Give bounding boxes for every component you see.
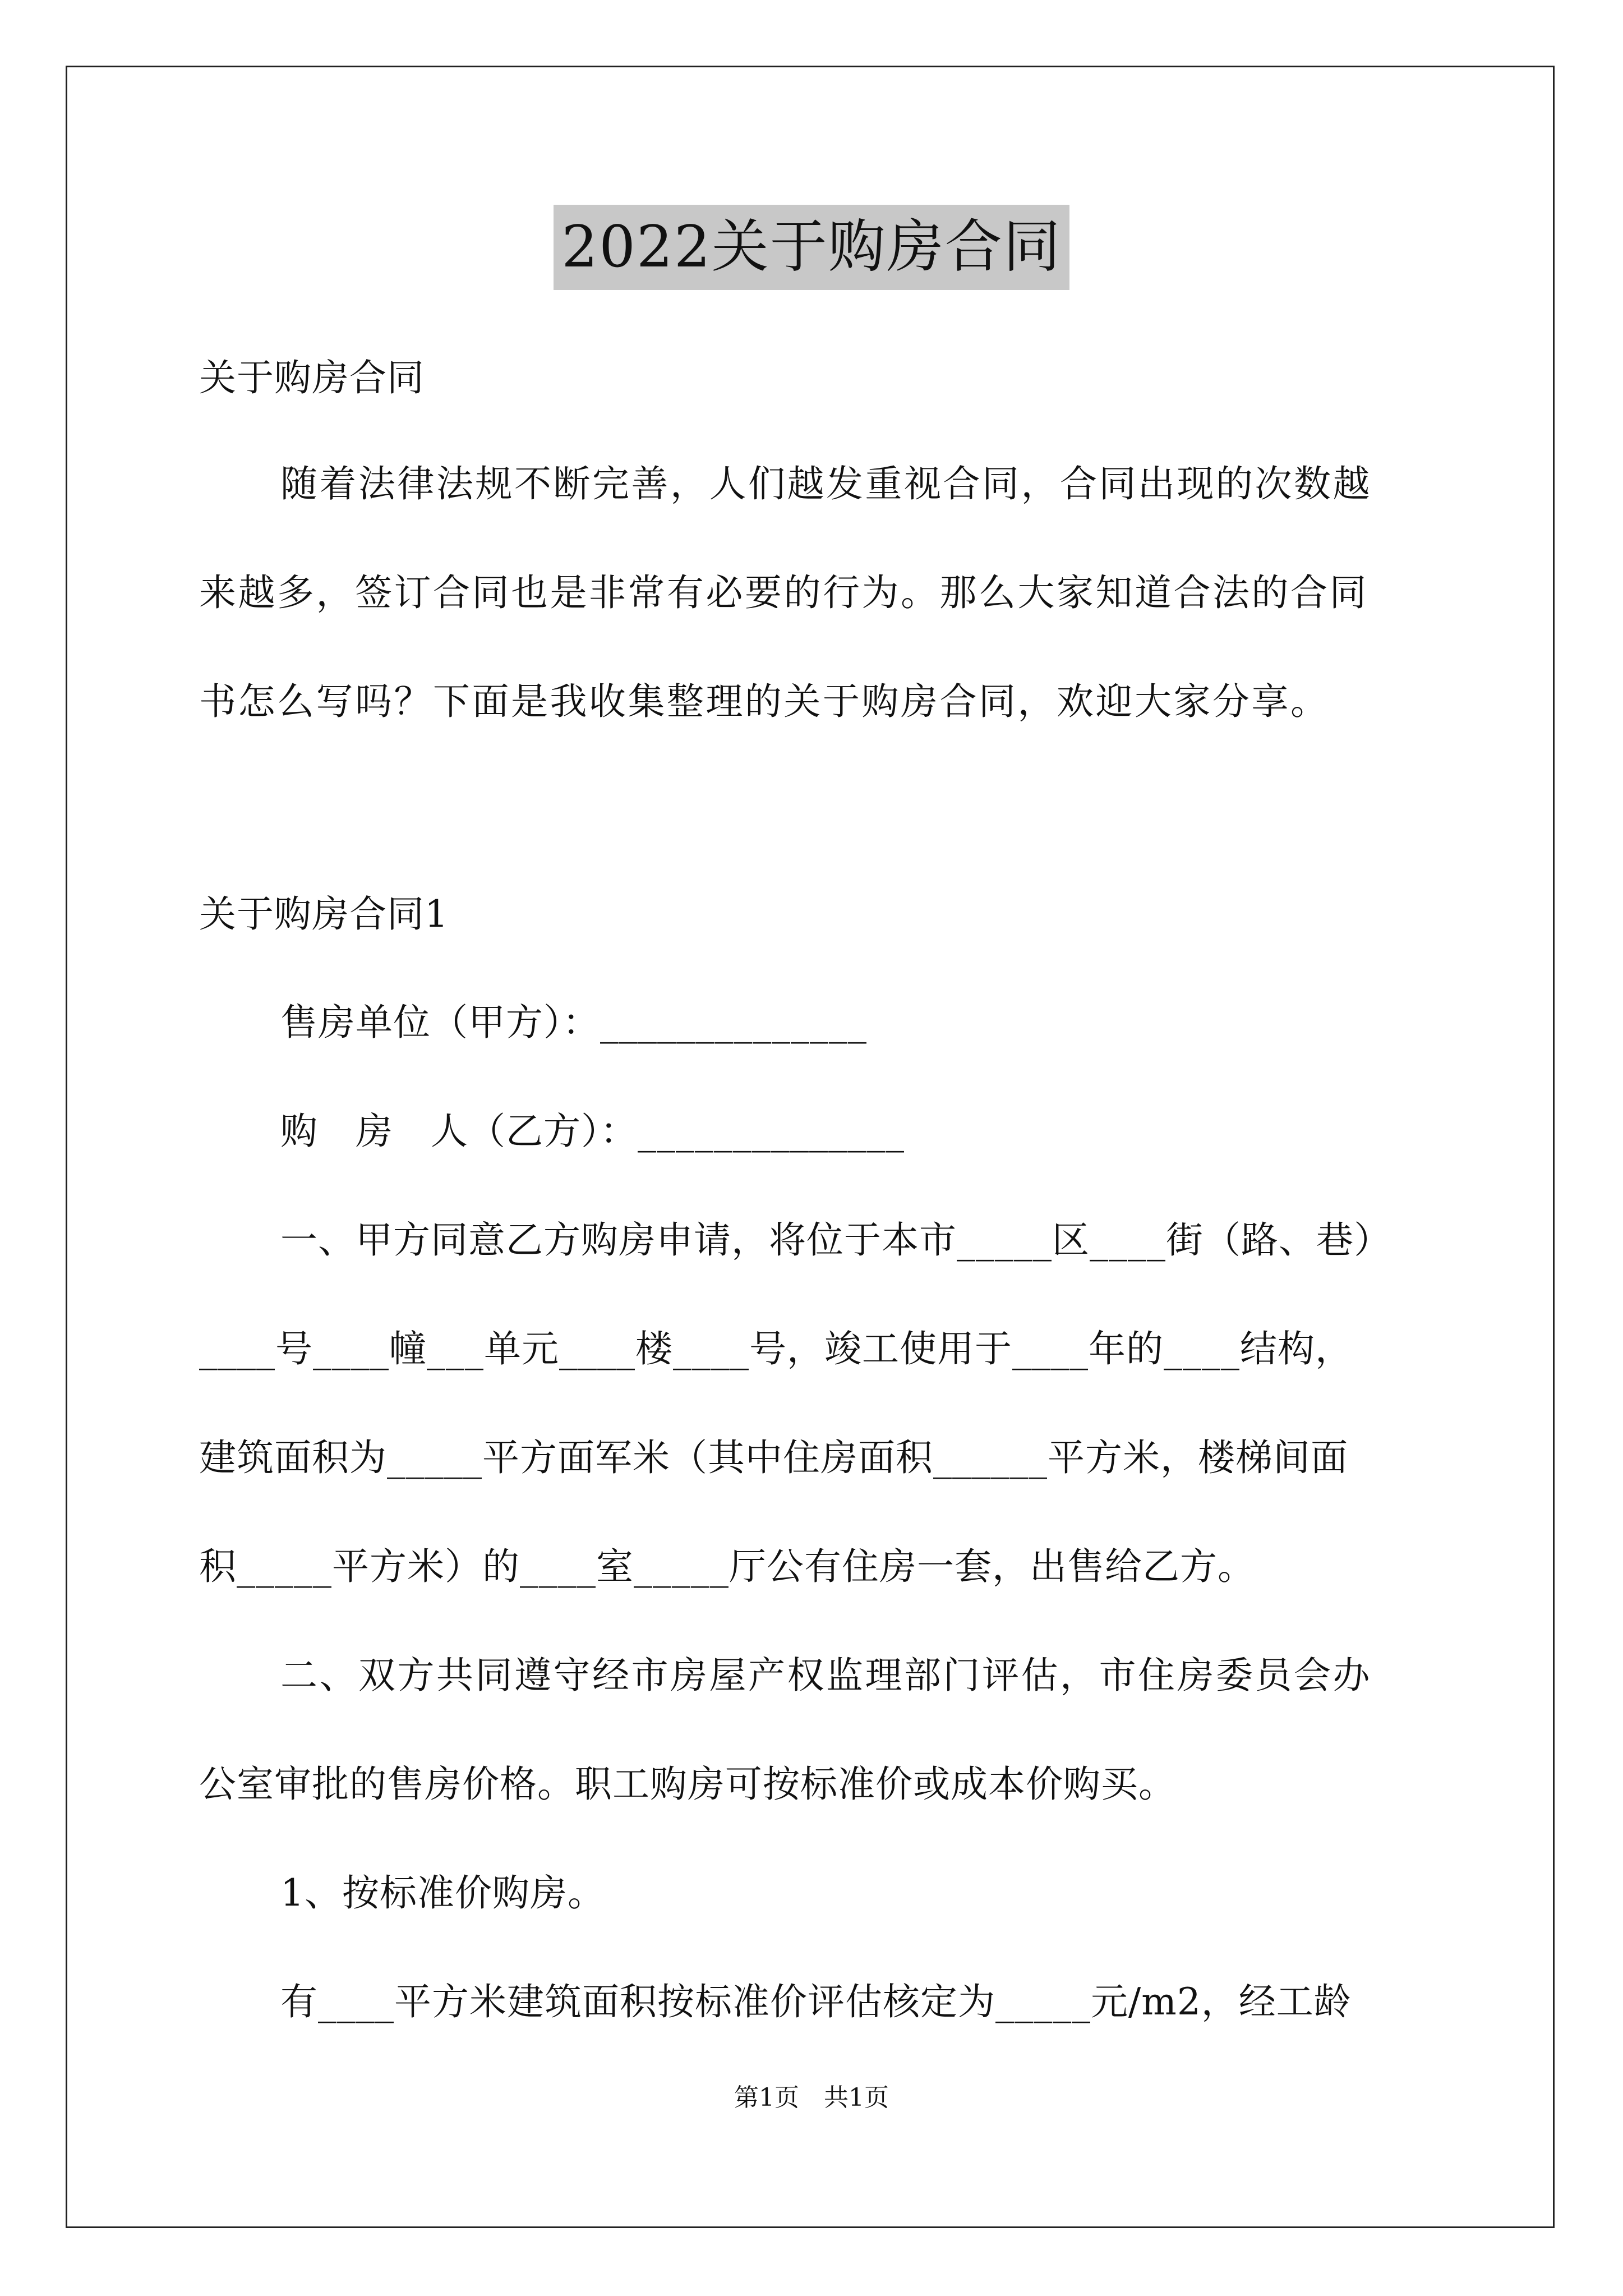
clause-line: ____号____幢___单元____楼____号，竣工使用于____年的____结构， [199,1327,1353,1370]
paragraph-line: 随着法律法规不断完善，人们越发重视合同，合同出现的次数越 [280,462,1372,505]
page-number: 第1页 共1页 [734,2083,889,2112]
clause-line: 二、双方共同遵守经市房屋产权监理部门评估，市住房委员会办 [280,1654,1372,1697]
contract-heading: 关于购房合同1 [199,892,449,936]
document-title-wrapper [0,205,1623,290]
clause-line: 有____平方米建筑面积按标准价评估核定为_____元/m2，经工龄 [280,1980,1352,2023]
subclause-heading: 1、按标准价购房。 [280,1871,605,1915]
paragraph-line: 书怎么写吗？下面是我收集整理的关于购房合同，欢迎大家分享。 [199,680,1330,723]
section-heading: 关于购房合同 [199,356,425,399]
document-title: 2022关于购房合同 [554,205,1069,290]
clause-line: 建筑面积为_____平方面军米（其中住房面积______平方米，楼梯间面 [199,1436,1348,1479]
clause-line: 公室审批的售房价格。职工购房可按标准价或成本价购买。 [199,1763,1176,1806]
clause-line: 积_____平方米）的____室_____厅公有住房一套，出售给乙方。 [199,1545,1255,1588]
seller-field: 售房单位（甲方）：______________ [280,1001,867,1044]
clause-line: 一、甲方同意乙方购房申请，将位于本市_____区____街（路、巷） [280,1218,1391,1262]
buyer-field: 购 房 人（乙方）：______________ [280,1110,905,1153]
paragraph-line: 来越多，签订合同也是非常有必要的行为。那么大家知道合法的合同 [199,571,1368,614]
